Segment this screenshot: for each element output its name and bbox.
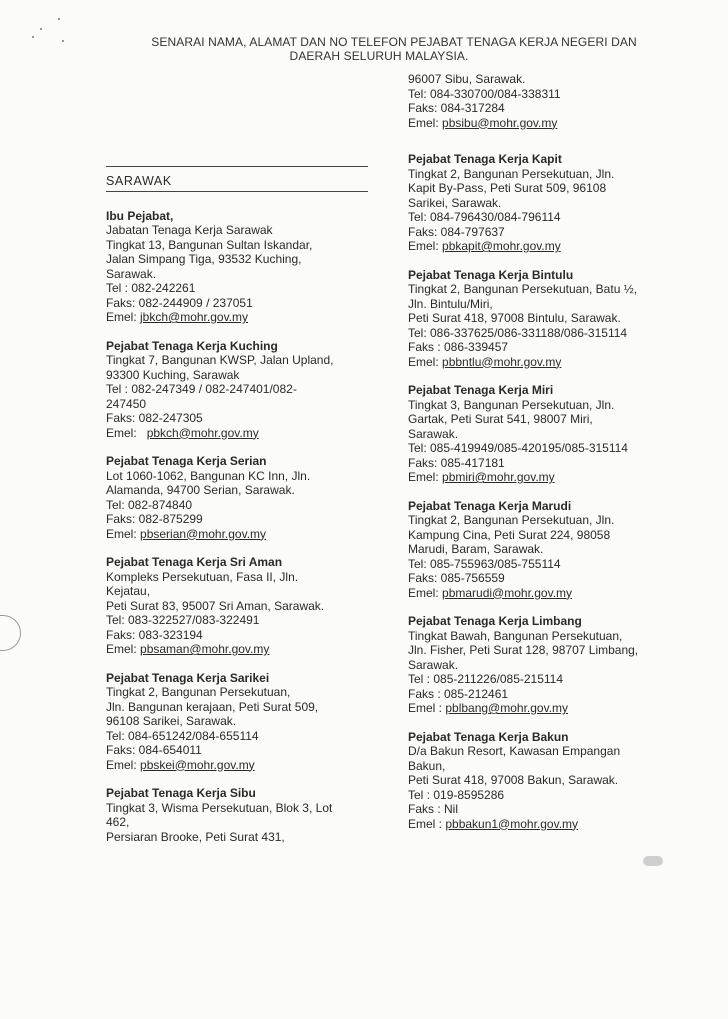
office-title: Pejabat Tenaga Kerja Bintulu	[408, 267, 574, 282]
office-email-line	[408, 701, 670, 716]
office-address-line: Persiaran Brooke, Peti Surat 431,	[106, 829, 285, 844]
email-label: Emel:	[408, 354, 443, 369]
office-address-line: Peti Surat 418, 97008 Bintulu, Sarawak.	[408, 311, 621, 325]
office-address-line: Sarikei, Sarawak.	[408, 195, 502, 210]
office-address-line: Tel: 085-419949/085-420195/085-315114	[408, 441, 628, 455]
office-entry	[408, 499, 670, 601]
office-entry	[408, 614, 670, 716]
email-link[interactable]: pbbntlu@mohr.gov.my	[442, 354, 562, 369]
email-label: Emel:	[408, 470, 443, 484]
email-label: Emel:	[106, 642, 141, 656]
office-address-line: Tingkat 2, Bangunan Persekutuan, Batu ½,	[408, 282, 638, 296]
office-entry	[408, 72, 670, 130]
office-address-line: Lot 1060-1062, Bangunan KC Inn, Jln.	[106, 468, 311, 483]
office-title: Pejabat Tenaga Kerja Limbang	[408, 614, 582, 628]
office-title: Pejabat Tenaga Kerja Serian	[106, 454, 267, 468]
office-address-line: Tel: 083-322527/083-322491	[106, 613, 260, 627]
office-address-line: Faks: 084-654011	[106, 743, 202, 757]
header-line-1: SENARAI NAMA, ALAMAT DAN NO TELEFON PEJABAT TENAGA KERJA NEGERI DAN	[151, 35, 637, 49]
office-entry	[408, 268, 670, 370]
office-email-line	[408, 470, 670, 485]
office-address-line: Sarawak.	[408, 657, 459, 672]
office-address-line: Jln. Bangunan kerajaan, Peti Surat 509,	[106, 699, 319, 714]
email-label: Emel:	[408, 585, 443, 600]
office-email-line	[408, 239, 670, 254]
office-title: Pejabat Tenaga Kerja Kuching	[106, 338, 278, 353]
email-label: Emel:	[106, 526, 141, 541]
office-address-line: Faks : Nil	[408, 802, 459, 816]
office-address-line: Jln. Fisher, Peti Surat 128, 98707 Limbang,	[408, 643, 639, 657]
office-address-line: Kapit By-Pass, Peti Surat 509, 96108	[408, 181, 607, 195]
email-link[interactable]: pbskei@mohr.gov.my	[140, 757, 255, 772]
office-address-line: Tel : 085-211226/085-215114	[408, 672, 564, 686]
office-entry	[408, 730, 670, 832]
office-address-line: Tel: 084-796430/084-796114	[408, 210, 561, 224]
office-address-line: 462,	[106, 815, 130, 829]
office-email-line	[408, 586, 670, 601]
scan-speck	[40, 28, 42, 30]
office-title: Pejabat Tenaga Kerja Sarikei	[106, 670, 270, 685]
office-address-line: Tingkat 3, Bangunan Persekutuan, Jln.	[408, 397, 615, 412]
office-address-line: Faks: 084-317284	[408, 101, 505, 115]
office-entry	[106, 339, 368, 441]
office-title: Pejabat Tenaga Kerja Marudi	[408, 498, 572, 513]
email-link[interactable]: pbserian@mohr.gov.my	[140, 526, 267, 541]
office-address-line: 96108 Sarikei, Sarawak.	[106, 714, 237, 728]
office-email-line	[106, 642, 368, 657]
office-address-line: Tingkat 7, Bangunan KWSP, Jalan Upland,	[106, 353, 334, 367]
email-label: Emel :	[408, 816, 446, 831]
office-address-line: Jabatan Tenaga Kerja Sarawak	[106, 223, 273, 237]
email-link[interactable]: pbbakun1@mohr.gov.my	[445, 816, 579, 831]
email-link[interactable]: pbsibu@mohr.gov.my	[442, 115, 558, 130]
office-address-line: Kejatau,	[106, 584, 151, 598]
email-link[interactable]: pbmarudi@mohr.gov.my	[442, 585, 573, 600]
office-address-line: Faks: 082-247305	[106, 411, 203, 425]
office-address-line: Faks: 082-875299	[106, 512, 203, 526]
office-address-line: Tel: 086-337625/086-331188/086-315114	[408, 325, 628, 340]
office-address-line: Faks : 085-212461	[408, 686, 509, 701]
office-address-line: 96007 Sibu, Sarawak.	[408, 72, 526, 86]
email-link[interactable]: pbkch@mohr.gov.my	[146, 425, 259, 440]
email-link[interactable]: pbkapit@mohr.gov.my	[442, 239, 561, 253]
email-link[interactable]: jbkch@mohr.gov.my	[140, 310, 249, 324]
office-email-line	[408, 116, 670, 131]
header-line-2: DAERAH SELURUH MALAYSIA.	[289, 49, 469, 63]
office-address-line: Tingkat 2, Bangunan Persekutuan, Jln.	[408, 166, 615, 181]
office-title: Pejabat Tenaga Kerja Miri	[408, 383, 554, 397]
office-address-line: Tel: 084-651242/084-655114	[106, 728, 259, 743]
office-address-line: Tel : 082-242261	[106, 281, 196, 295]
scan-smudge	[643, 856, 663, 866]
email-link[interactable]: pblbang@mohr.gov.my	[445, 701, 569, 715]
right-column	[408, 72, 670, 845]
office-address-line: Peti Surat 83, 95007 Sri Aman, Sarawak.	[106, 598, 325, 613]
office-address-line: Tel: 084-330700/084-338311	[408, 86, 561, 101]
email-label: Emel :	[408, 701, 446, 715]
office-email-line	[408, 817, 670, 832]
office-address-line: 247450	[106, 396, 147, 411]
office-address-line: Sarawak.	[408, 426, 459, 441]
office-address-line: Jalan Simpang Tiga, 93532 Kuching,	[106, 252, 302, 266]
email-link[interactable]: pbmiri@mohr.gov.my	[442, 470, 555, 484]
office-address-line: Tel : 082-247349 / 082-247401/082-	[106, 382, 297, 396]
office-title: Pejabat Tenaga Kerja Bakun	[408, 729, 569, 744]
email-label: Emel:	[106, 310, 141, 324]
office-title: Pejabat Tenaga Kerja Kapit	[408, 152, 562, 166]
office-entry	[106, 786, 368, 844]
punch-hole-mark	[0, 615, 21, 651]
office-address-line: Faks: 083-323194	[106, 627, 203, 642]
office-email-line	[106, 527, 368, 542]
office-email-line	[106, 310, 368, 325]
office-address-line: Tel: 082-874840	[106, 497, 193, 512]
office-entry	[408, 383, 670, 485]
scan-speck	[58, 18, 60, 20]
office-address-line: Alamanda, 94700 Serian, Sarawak.	[106, 483, 295, 497]
office-address-line: Faks: 084-797637	[408, 224, 505, 239]
office-address-line: Gartak, Peti Surat 541, 98007 Miri,	[408, 412, 593, 426]
office-address-line: Kompleks Persekutuan, Fasa II, Jln.	[106, 569, 299, 584]
office-entry	[106, 671, 368, 773]
office-email-line	[408, 355, 670, 370]
office-address-line: Faks : 086-339457	[408, 340, 509, 354]
office-address-line: Faks: 082-244909 / 237051	[106, 295, 253, 310]
office-address-line: Tel: 085-755963/085-755114	[408, 556, 561, 571]
office-address-line: Faks: 085-756559	[408, 571, 505, 585]
office-entry	[106, 454, 368, 541]
office-email-line	[106, 758, 368, 773]
email-label: Emel:	[408, 115, 443, 130]
office-address-line: Tel : 019-8595286	[408, 787, 505, 802]
office-address-line: 93300 Kuching, Sarawak	[106, 367, 240, 382]
office-address-line: Peti Surat 418, 97008 Bakun, Sarawak.	[408, 773, 619, 787]
office-address-line: Tingkat 3, Wisma Persekutuan, Blok 3, Lot	[106, 800, 333, 815]
email-label: Emel:	[408, 239, 443, 253]
office-address-line: Kampung Cina, Peti Surat 224, 98058	[408, 527, 611, 542]
office-entry	[106, 555, 368, 657]
office-address-line: Sarawak.	[106, 266, 157, 281]
email-label: Emel:	[106, 425, 147, 440]
office-address-line: Jln. Bintulu/Miri,	[408, 296, 493, 311]
office-address-line: Tingkat 2, Bangunan Persekutuan, Jln.	[408, 513, 615, 527]
office-address-line: Faks: 085-417181	[408, 455, 505, 470]
office-email-line	[106, 426, 368, 441]
office-address-line: Tingkat 2, Bangunan Persekutuan,	[106, 685, 291, 699]
left-column	[106, 166, 368, 858]
office-address-line: Marudi, Baram, Sarawak.	[408, 542, 544, 556]
office-title: Ibu Pejabat,	[106, 208, 174, 223]
office-entry	[408, 152, 670, 254]
office-address-line: Tingkat Bawah, Bangunan Persekutuan,	[408, 628, 623, 643]
document-header	[0, 35, 728, 63]
region-heading: SARAWAK	[106, 166, 368, 192]
office-entry	[106, 209, 368, 325]
office-address-line: Tingkat 13, Bangunan Sultan Iskandar,	[106, 237, 313, 252]
email-label: Emel:	[106, 757, 141, 772]
email-link[interactable]: pbsaman@mohr.gov.my	[140, 642, 270, 656]
office-address-line: Bakun,	[408, 758, 446, 773]
office-address-line: D/a Bakun Resort, Kawasan Empangan	[408, 744, 621, 758]
office-title: Pejabat Tenaga Kerja Sibu	[106, 786, 256, 800]
office-title: Pejabat Tenaga Kerja Sri Aman	[106, 555, 283, 569]
